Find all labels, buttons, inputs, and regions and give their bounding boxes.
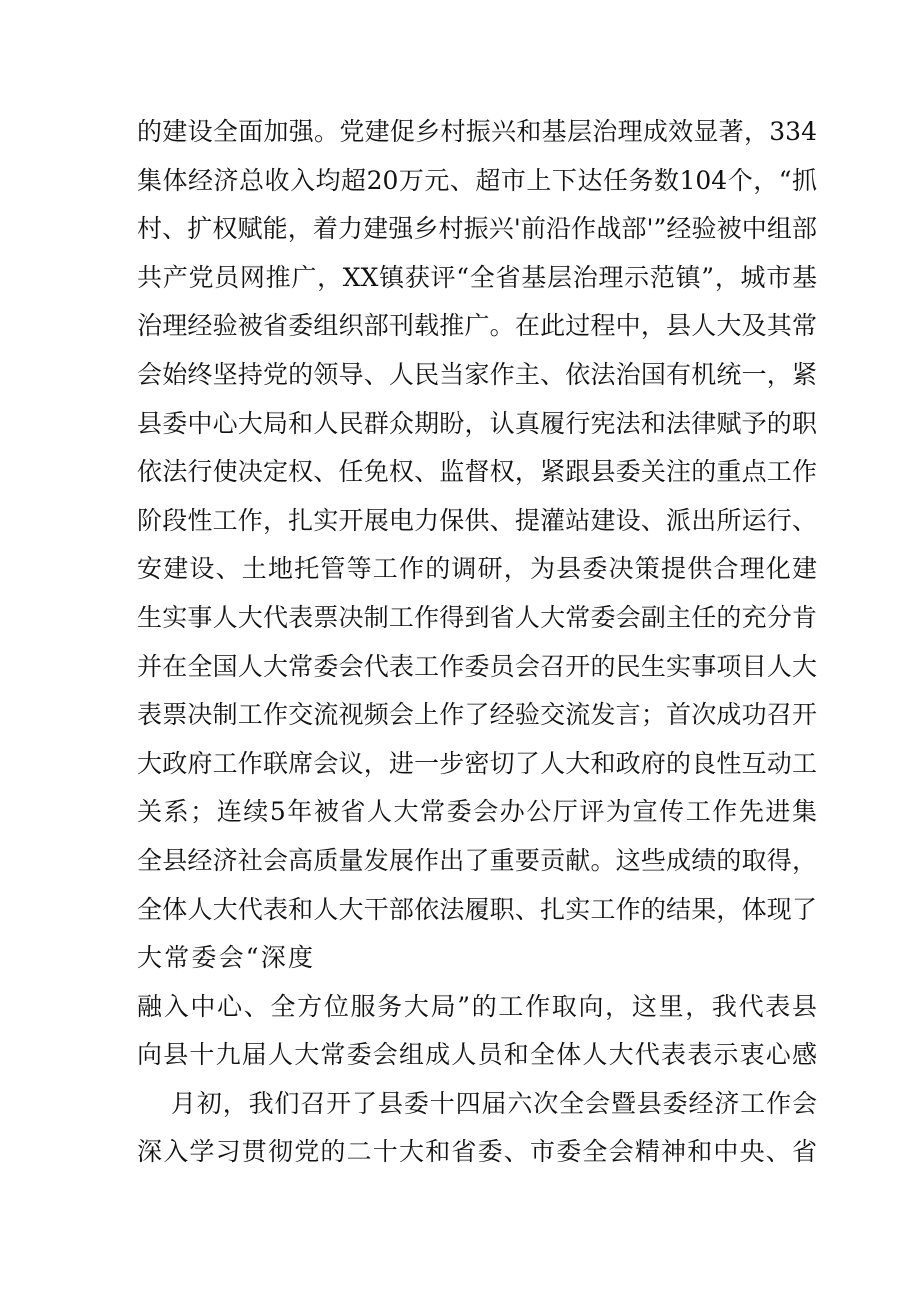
text-line: 治理经验被省委组织部刊载推广。在此过程中，县人大及其常 [137,311,817,341]
text-line: 会始终坚持党的领导、人民当家作主、依法治国有机统一，紧 [137,359,817,389]
text-line: 集体经济总收入均超20万元、超市上下达任务数104个，“抓 [137,165,817,195]
text-line: 县委中心大局和人民群众期盼，认真履行宪法和法律赋予的职 [137,408,817,438]
text-line: 大常委会“深度 [137,943,316,973]
text-line: 阶段性工作，扎实开展电力保供、提灌站建设、派出所运行、 [137,505,817,535]
text-line: 全体人大代表和人大干部依法履职、扎实工作的结果，体现了 [137,894,817,924]
text-line: 向县十九届人大常委会组成人员和全体人大代表表示衷心感 [137,1040,817,1070]
text-line: 依法行使决定权、任免权、监督权，紧跟县委关注的重点工作 [137,457,817,487]
text-line: 大政府工作联席会议，进一步密切了人大和政府的良性互动工 [137,748,817,778]
text-line: 生实事人大代表票决制工作得到省人大常委会副主任的充分肯 [137,602,817,632]
text-line: 安建设、土地托管等工作的调研，为县委决策提供合理化建 [137,554,817,584]
text-line: 共产党员网推广，XX镇获评“全省基层治理示范镇”，城市基 [137,262,817,292]
text-line: 深入学习贯彻党的二十大和省委、市委全会精神和中央、省 [137,1137,817,1167]
text-line: 表票决制工作交流视频会上作了经验交流发言；首次成功召开 [137,700,817,730]
document-body [137,108,817,1177]
paragraph-first-line: 月初，我们召开了县委十四届六次全会暨县委经济工作会 [171,1088,817,1118]
text-line: 村、扩权赋能，着力建强乡村振兴'前沿作战部'”经验被中组部 [137,214,817,244]
text-line: 的建设全面加强。党建促乡村振兴和基层治理成效显著，334 [137,117,817,146]
text-line: 关系；连续5年被省人大常委会办公厅评为宣传工作先进集 [137,797,817,827]
text-line: 并在全国人大常委会代表工作委员会召开的民生实事项目人大 [137,651,817,681]
text-line: 融入中心、全方位服务大局”的工作取向，这里，我代表县 [137,991,817,1021]
text-line: 全县经济社会高质量发展作出了重要贡献。这些成绩的取得， [137,845,817,875]
